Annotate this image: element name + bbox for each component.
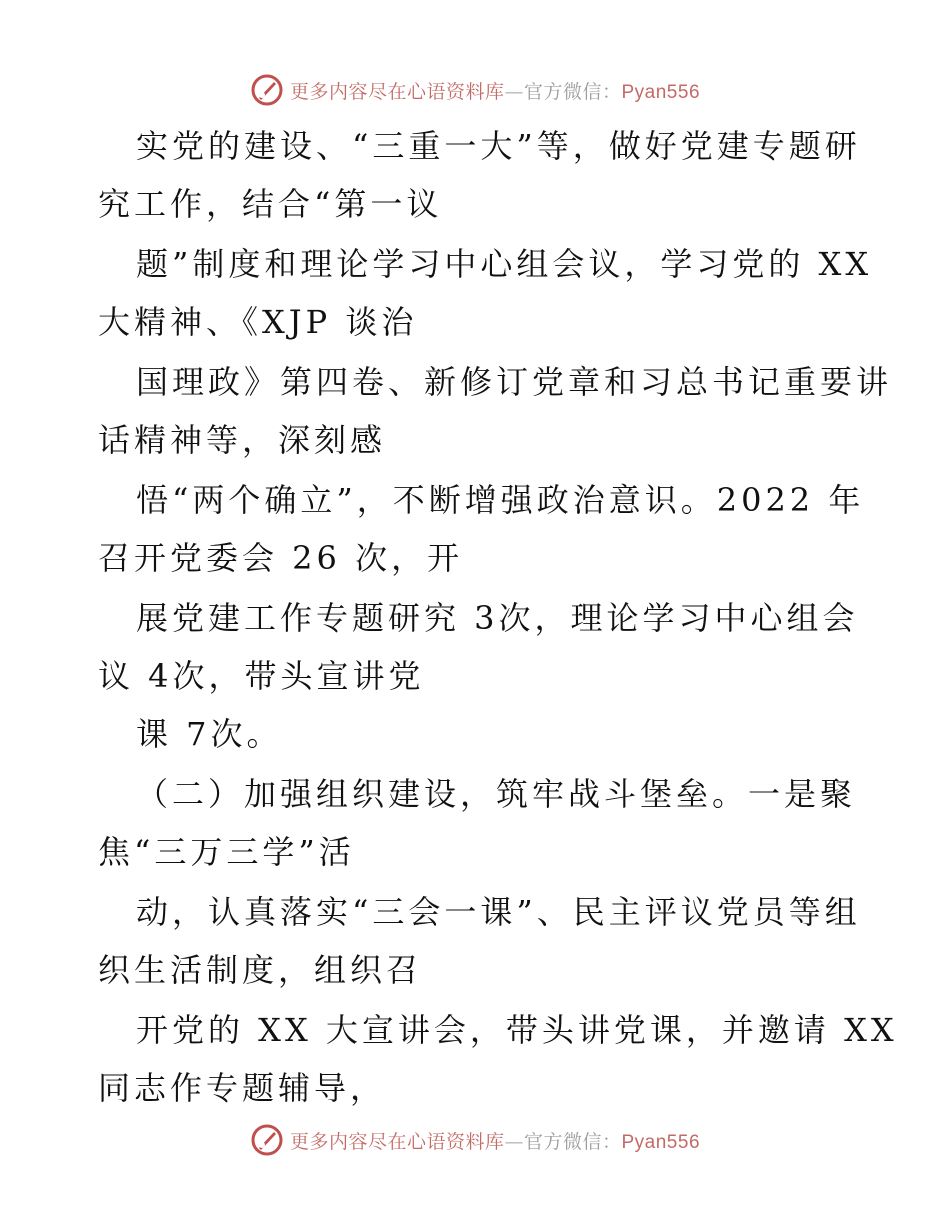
body-line: 动，认真落实“三会一课”、民主评议党员等组 [136, 893, 861, 931]
body-line: 同志作专题辅导， [98, 1069, 387, 1107]
banner-separator: — [504, 80, 524, 103]
body-line: 大精神、《XJP 谈治 [98, 303, 418, 341]
banner-separator: — [504, 1130, 524, 1153]
body-line: 焦“三万三学”活 [98, 833, 355, 871]
footer-banner [0, 1120, 950, 1160]
body-line: 展党建工作专题研究 3次，理论学习中心组会 [136, 599, 859, 637]
section-heading-line: （二）加强组织建设，筑牢战斗堡垒。一是聚 [136, 775, 857, 813]
quill-seal-icon [250, 73, 284, 107]
body-line: 悟“两个确立”，不断增强政治意识。2022 年 [136, 481, 865, 519]
banner-wechat-label: 官方微信： [523, 1130, 622, 1153]
body-line: 课 7次。 [136, 715, 283, 753]
banner-text [290, 77, 700, 104]
body-line: 话精神等，深刻感 [98, 421, 387, 459]
header-banner [0, 70, 950, 110]
banner-wechat-label: 官方微信： [523, 80, 622, 103]
body-line: 议 4次，带头宣讲党 [98, 657, 425, 695]
body-line: 实党的建设、“三重一大”等，做好党建专题研 [136, 127, 861, 165]
body-line: 国理政》第四卷、新修订党章和习总书记重要讲 [136, 363, 893, 401]
banner-text [290, 1127, 700, 1154]
body-line: 开党的 XX 大宣讲会，带头讲党课，并邀请 XX [136, 1011, 898, 1049]
banner-brand-text: 更多内容尽在心语资料库 [289, 1130, 505, 1153]
body-line: 题”制度和理论学习中心组会议，学习党的 XX [136, 245, 873, 283]
banner-wechat-id: Pyan556 [621, 81, 701, 103]
body-line: 织生活制度，组织召 [98, 951, 423, 989]
body-line: 召开党委会 26 次，开 [98, 539, 464, 577]
quill-seal-icon [250, 1123, 284, 1157]
banner-brand-text: 更多内容尽在心语资料库 [289, 80, 505, 103]
body-line: 究工作，结合“第一议 [98, 185, 443, 223]
banner-wechat-id: Pyan556 [621, 1131, 701, 1153]
